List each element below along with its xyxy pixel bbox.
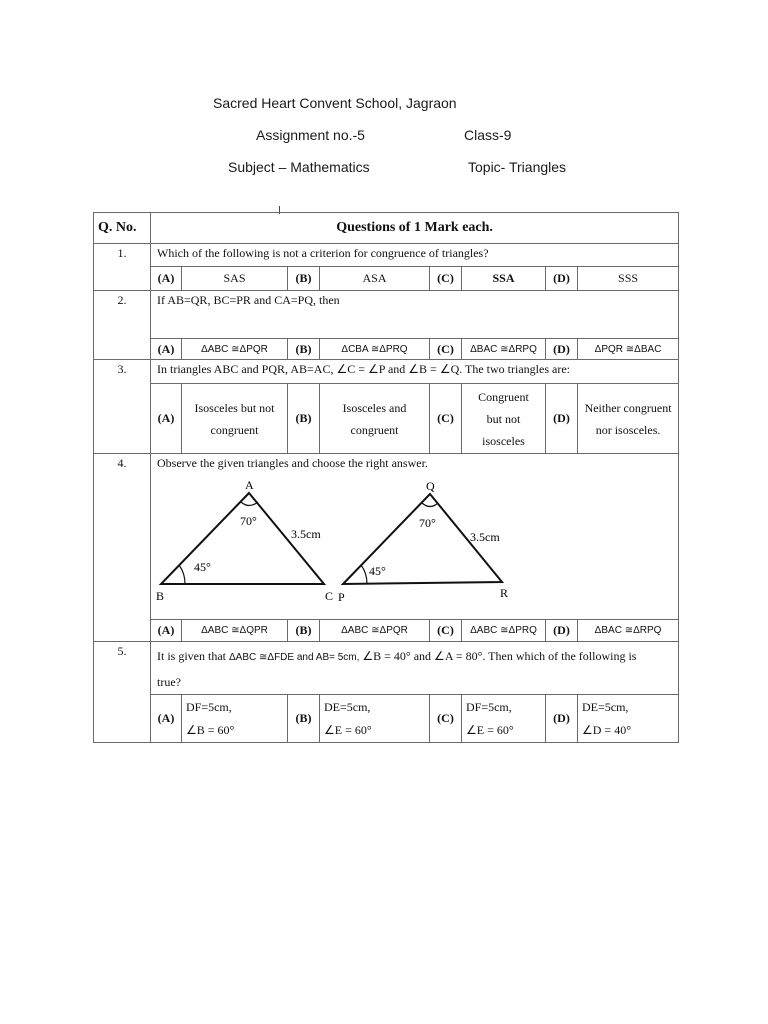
question-text-part: ΔABC ≅ΔFDE and AB= 5cm, [229, 652, 360, 663]
angle-p-label: 45° [369, 564, 386, 578]
option-line: Congruent [478, 389, 529, 404]
option-letter: (D) [546, 620, 578, 642]
option-letter: (D) [546, 339, 578, 360]
assignment-number: Assignment no.-5 [256, 127, 365, 143]
option-line: ∠B = 60° [186, 722, 235, 737]
question-text [151, 454, 679, 620]
vertex-r-label: R [500, 586, 509, 600]
option-line: DF=5cm, [186, 699, 232, 714]
option-value: ΔABC ≅ΔPRQ [462, 620, 546, 642]
option-line: DE=5cm, [324, 699, 371, 714]
option-value [462, 384, 546, 454]
questions-table [93, 212, 679, 743]
angle-arc-a [241, 502, 258, 506]
table-header-row [94, 213, 679, 244]
question-text-part: ∠B = 40° and ∠A = 80°. Then which of the following is [359, 649, 637, 663]
question-number: 1. [94, 244, 151, 291]
side-ac-label: 3.5cm [291, 527, 321, 541]
option-value [578, 384, 679, 454]
options-row-2 [94, 339, 679, 360]
topic-label: Topic- Triangles [468, 159, 567, 175]
option-value: ΔCBA ≅ΔPRQ [320, 339, 430, 360]
options-row-4 [94, 620, 679, 642]
question-text-part: true? [157, 675, 181, 689]
question-row-3 [94, 360, 679, 384]
angle-a-label: 70° [240, 514, 257, 528]
option-line: isosceles [482, 433, 525, 448]
option-value: ΔBAC ≅ΔRPQ [578, 620, 679, 642]
question-text-part: It is given that [157, 649, 229, 663]
angle-arc-q [422, 503, 438, 507]
option-value: ASA [320, 267, 430, 291]
triangles-figure [157, 471, 674, 616]
option-value [462, 695, 546, 743]
option-letter: (C) [430, 620, 462, 642]
option-value: SSA [462, 267, 546, 291]
option-line: Isosceles but not [194, 400, 275, 415]
question-number: 2. [94, 291, 151, 360]
option-line: nor isosceles. [595, 422, 661, 437]
option-value [182, 695, 288, 743]
option-letter: (D) [546, 267, 578, 291]
question-text: If AB=QR, BC=PR and CA=PQ, then [151, 291, 679, 339]
question-row-2 [94, 291, 679, 339]
option-line: ∠D = 40° [582, 722, 631, 737]
qno-header: Q. No. [94, 213, 151, 244]
angle-arc-p [361, 565, 367, 584]
option-letter: (D) [546, 695, 578, 743]
option-letter: (A) [151, 267, 182, 291]
option-value: ΔABC ≅ΔPQR [182, 339, 288, 360]
questions-header: Questions of 1 Mark each. [151, 213, 679, 244]
option-letter: (C) [430, 384, 462, 454]
angle-arc-b [179, 565, 185, 584]
question-row-4 [94, 454, 679, 620]
option-letter: (C) [430, 267, 462, 291]
option-letter: (B) [288, 384, 320, 454]
option-line: ∠E = 60° [466, 722, 514, 737]
option-letter: (C) [430, 695, 462, 743]
school-name: Sacred Heart Convent School, Jagraon [213, 95, 457, 111]
option-letter: (A) [151, 620, 182, 642]
option-value [182, 384, 288, 454]
vertex-q-label: Q [426, 479, 435, 493]
option-value [320, 384, 430, 454]
option-value: SSS [578, 267, 679, 291]
option-value: ΔBAC ≅ΔRPQ [462, 339, 546, 360]
option-line: ∠E = 60° [324, 722, 372, 737]
option-letter: (A) [151, 695, 182, 743]
question-text: In triangles ABC and PQR, AB=AC, ∠C = ∠P and ∠B = ∠Q. The two triangles are: [151, 360, 679, 384]
question-number: 4. [94, 454, 151, 642]
class-label: Class-9 [464, 127, 512, 143]
option-letter: (C) [430, 339, 462, 360]
vertex-a-label: A [245, 478, 254, 492]
triangles-diagram [157, 471, 687, 616]
vertex-p-label: P [338, 590, 345, 604]
option-line: Isosceles and [342, 400, 407, 415]
question-row-5 [94, 642, 679, 695]
angle-q-label: 70° [419, 516, 436, 530]
option-value [578, 695, 679, 743]
option-value: ΔABC ≅ΔQPR [182, 620, 288, 642]
options-row-3 [94, 384, 679, 454]
option-line: DE=5cm, [582, 699, 629, 714]
question-number: 3. [94, 360, 151, 454]
option-line: DF=5cm, [466, 699, 512, 714]
options-row-5 [94, 695, 679, 743]
question-line: Observe the given triangles and choose the right answer. [157, 456, 428, 470]
option-value: ΔABC ≅ΔPQR [320, 620, 430, 642]
options-row-1 [94, 267, 679, 291]
vertex-b-label: B [156, 589, 165, 603]
vertex-c-label: C [325, 589, 334, 603]
option-letter: (A) [151, 339, 182, 360]
option-letter: (B) [288, 339, 320, 360]
option-line: but not [486, 411, 521, 426]
option-value [320, 695, 430, 743]
question-row-1 [94, 244, 679, 267]
option-line: congruent [210, 422, 259, 437]
question-text [151, 642, 679, 695]
option-letter: (B) [288, 695, 320, 743]
question-text: Which of the following is not a criterion for congruence of triangles? [151, 244, 679, 267]
option-value: SAS [182, 267, 288, 291]
question-number: 5. [94, 642, 151, 743]
option-letter: (B) [288, 267, 320, 291]
option-letter: (B) [288, 620, 320, 642]
side-qr-label: 3.5cm [470, 530, 500, 544]
option-line: congruent [350, 422, 399, 437]
option-value: ΔPQR ≅ΔBAC [578, 339, 679, 360]
option-letter: (A) [151, 384, 182, 454]
option-letter: (D) [546, 384, 578, 454]
angle-b-label: 45° [194, 560, 211, 574]
option-line: Neither congruent [584, 400, 672, 415]
subject-label: Subject – Mathematics [228, 159, 370, 175]
